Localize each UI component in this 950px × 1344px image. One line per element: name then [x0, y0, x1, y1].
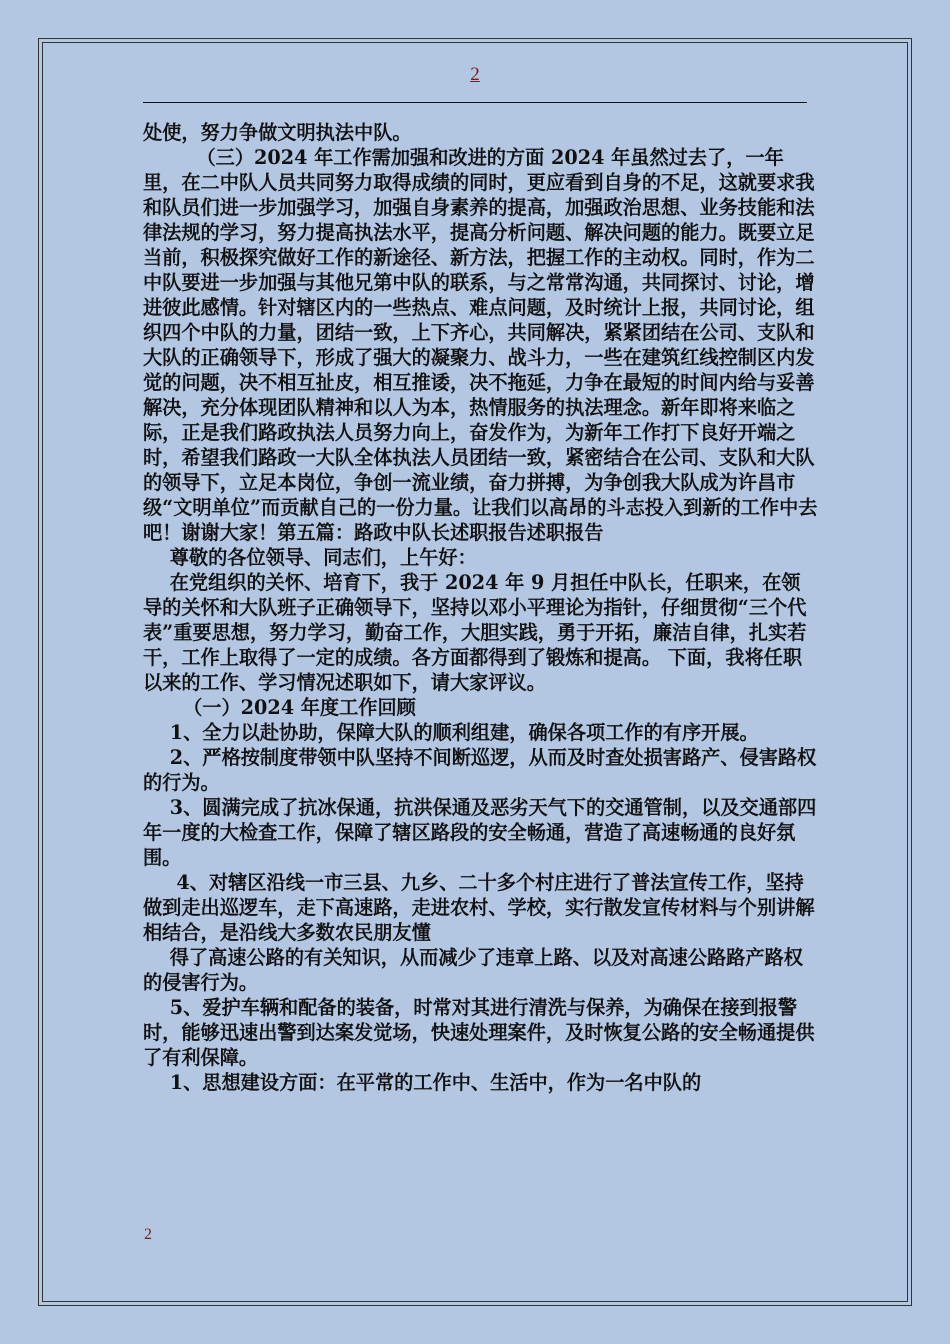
paragraph: 尊敬的各位领导、同志们，上午好： — [143, 546, 477, 569]
paragraph: 3、圆满完成了抗冰保通，抗洪保通及恶劣天气下的交通管制，以及交通部四年一度的大检查工作，保障了辖区路段的安全畅通，营造了高速畅通的良好氛围。 — [143, 796, 817, 869]
paragraph: 在党组织的关怀、培育下，我于 2024 年 9 月担任中队长，任职来，在领导的关怀和大队班子正确领导下，坚持以邓小平理论为指针，仔细贯彻“三个代表”重要思想，努力学习，勤奋工作，大胆实践，勇于开拓，廉洁自律，扎实若干，工作上取得了一定的成绩。各方面都得到了锻炼和提高。 下面，我将任职以来的工作、学习情况述职如下，请大家评议。 — [143, 571, 807, 694]
header-page-number: 2 — [470, 64, 480, 85]
paragraph: 2、严格按制度带领中队坚持不间断巡逻，从而及时查处损害路产、侵害路权的行为。 — [143, 746, 817, 794]
paragraph: 得了高速公路的有关知识，从而减少了违章上路、以及对高速公路路产路权的侵害行为。 — [143, 946, 803, 994]
paragraph: （三）2024 年工作需加强和改进的方面 2024 年虽然过去了，一年里，在二中队人员共同努力取得成绩的同时，更应看到自身的不足，这就要求我和队员们进一步加强学习，加强自身素养的提高，加强政治思想、业务技能和法律法规的学习，努力提高执法水平，提高分析问题、解决问题的能力。既要立足当前，积极探究做好工作的新途径、新方法，把握工作的主动权。同时，作为二中队要进一步加强与其他兄第中队的联系，与之常常沟通，共同探讨、讨论，增进彼此感情。针对辖区内的一些热点、难点问题，及时统计上报，共同讨论，组织四个中队的力量，团结一致，上下齐心，共同解决，紧紧团结在公司、支队和大队的正确领导下，形成了强大的凝聚力、战斗力，一些在建筑红线控制区内发觉的问题，决不相互扯皮，相互推诿，决不拖延，力争在最短的时间内给与妥善解决，充分体现团队精神和以人为本，热情服务的执法理念。新年即将来临之际，正是我们路政执法人员努力向上，奋发作为，为新年工作打下良好开端之时，希望我们路政一大队全体执法人员团结一致，紧密结合在公司、支队和大队的领导下，立足本岗位，争创一流业绩，奋力拼搏，为争创我大队成为许昌市级“文明单位”而贡献自己的一份力量。让我们以高昂的斗志投入到新的工作中去吧！谢谢大家！第五篇：路政中队长述职报告述职报告 — [143, 146, 818, 544]
paragraph: 4、对辖区沿线一市三县、九乡、二十多个村庄进行了普法宣传工作，坚持做到走出巡逻车，走下高速路，走进农村、学校，实行散发宣传材料与个别讲解相结合，是沿线大多数农民朋友懂 — [143, 871, 815, 944]
paragraph: 5、爱护车辆和配备的装备，时常对其进行清洗与保养，为确保在接到报警时，能够迅速出警到达案发觉场，快速处理案件，及时恢复公路的安全畅通提供了有利保障。 — [143, 996, 815, 1069]
paragraph: 1、全力以赴协助，保障大队的顺利组建，确保各项工作的有序开展。 — [143, 721, 759, 744]
paragraph: 1、思想建设方面：在平常的工作中、生活中，作为一名中队的 — [143, 1071, 702, 1094]
section-heading: （一）2024 年度工作回顾 — [143, 696, 416, 719]
footer-page-number: 2 — [144, 1226, 152, 1243]
document-body — [143, 120, 818, 1095]
paragraph: 处使，努力争做文明执法中队。 — [143, 121, 412, 144]
header-rule — [143, 102, 807, 103]
